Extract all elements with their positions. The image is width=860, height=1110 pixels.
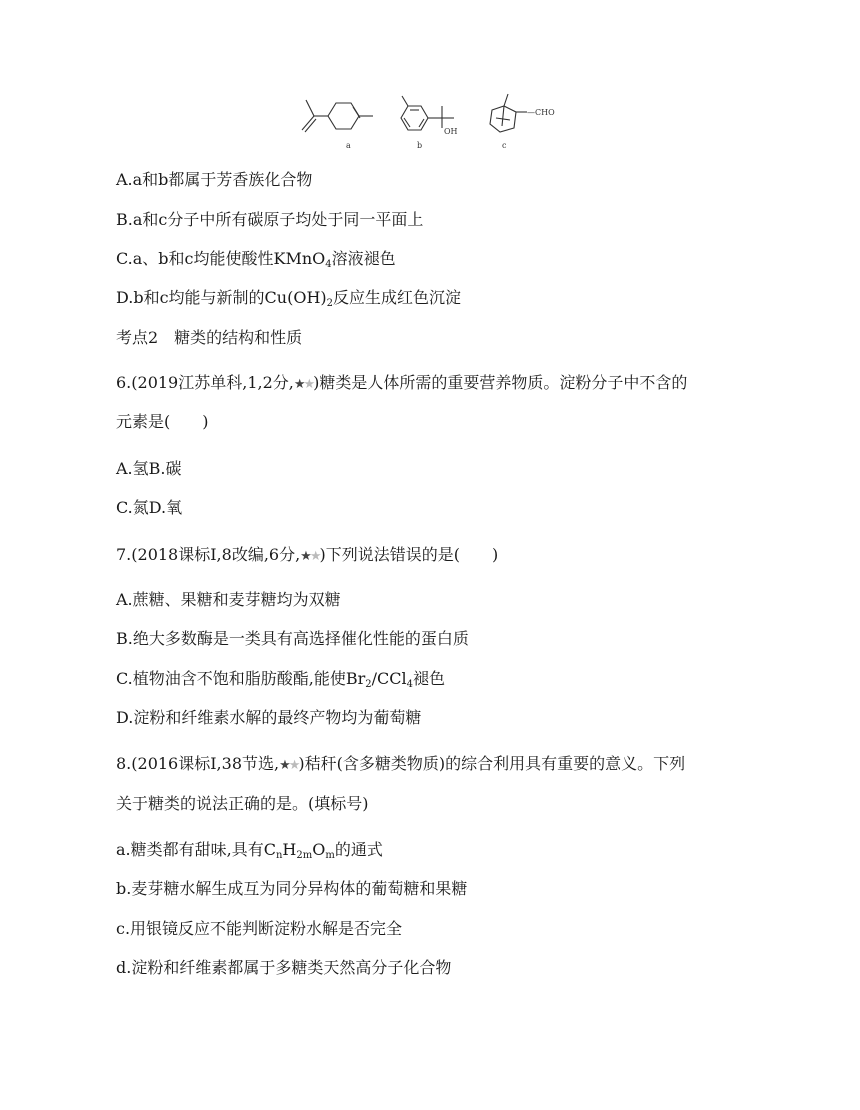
- q7-c-mid: /CCl: [371, 669, 407, 688]
- structure-a: [302, 100, 373, 132]
- q7-option-d: D.淀粉和纤维素水解的最终产物均为葡萄糖: [116, 708, 422, 727]
- q6-stem-line1: [116, 373, 687, 395]
- structure-label-c: c: [502, 141, 507, 150]
- q7-stem: [116, 545, 498, 567]
- q6-option-d: D.氧: [148, 498, 183, 517]
- q8-stem-line2: [116, 794, 369, 815]
- q7-source: 7.(2018课标Ⅰ,8改编,6分,: [116, 545, 301, 564]
- q8-option-d: d.淀粉和纤维素都属于多糖类天然高分子化合物: [116, 958, 452, 977]
- q8-stem-line1: [116, 754, 685, 776]
- q8-a-o: O: [312, 840, 326, 859]
- q8-a-sub-2m: 2m: [296, 850, 313, 861]
- q6-option-a: A.氢: [116, 459, 149, 478]
- q8-source: 8.(2016课标Ⅰ,38节选,: [116, 754, 280, 773]
- q6-options-row1: [116, 459, 182, 479]
- section-heading: 考点2 糖类的结构和性质: [116, 328, 303, 347]
- q8-option-c: c.用银镜反应不能判断淀粉水解是否完全: [116, 919, 403, 938]
- q5-d-post: 反应生成红色沉淀: [333, 288, 462, 307]
- q7-c-sub2: 4: [406, 679, 414, 690]
- q8-a-h: H: [282, 840, 297, 859]
- q5-c-text: C.a、b和c均能使酸性KMnO: [116, 249, 326, 268]
- q7-c-post: 褪色: [413, 669, 446, 688]
- q6-option-c: C.氮: [116, 498, 149, 517]
- structure-label-b: b: [417, 141, 423, 150]
- structure-oh-label: OH: [444, 127, 458, 136]
- difficulty-star-icon: ★★: [293, 377, 314, 392]
- structure-b: [401, 96, 454, 130]
- q8-a-sub-m: m: [325, 850, 335, 861]
- q7-c-sub1: 2: [365, 679, 372, 690]
- q7-c-text: C.植物油含不饱和脂肪酸酯,能使Br: [116, 669, 366, 688]
- q7-stem-text: )下列说法错误的是( ): [319, 545, 499, 564]
- q8-stem2-text: 关于糖类的说法正确的是: [116, 794, 293, 813]
- q5-c-post: 溶液褪色: [331, 249, 396, 268]
- q5-option-b: B.a和c分子中所有碳原子均处于同一平面上: [116, 210, 424, 229]
- q8-a-text: a.糖类都有甜味,具有C: [116, 840, 276, 859]
- q8-a-post: 的通式: [334, 840, 383, 859]
- structure-c: [490, 94, 527, 132]
- q8-option-a: [116, 840, 383, 860]
- q6-options-row2: [116, 498, 182, 518]
- q8-stem2-post: 。(填标号): [292, 794, 369, 813]
- structure-label-a: a: [346, 141, 351, 150]
- q6-source: 6.(2019江苏单科,1,2分,: [116, 373, 294, 392]
- q6-option-b: B.碳: [148, 459, 182, 478]
- q5-option-a: A.a和b都属于芳香族化合物: [116, 170, 313, 189]
- q8-option-b: b.麦芽糖水解生成互为同分异构体的葡萄糖和果糖: [116, 879, 468, 898]
- q8-stem-text: )秸秆(含多糖类物质)的综合利用具有重要的意义。下列: [298, 754, 686, 773]
- structure-cho-label: —CHO: [527, 108, 555, 117]
- q7-option-a: A.蔗糖、果糖和麦芽糖均为双糖: [116, 590, 341, 609]
- q6-stem-line2: 元素是( ): [116, 412, 209, 431]
- difficulty-star-icon: ★★: [300, 549, 320, 564]
- q5-c-sub: 4: [325, 259, 332, 270]
- q7-option-c: [116, 669, 445, 689]
- difficulty-star-icon: ★★: [279, 758, 299, 773]
- q5-d-sub: 2: [326, 298, 334, 309]
- q5-d-text: D.b和c均能与新制的Cu(OH): [116, 288, 327, 307]
- chemical-structures-figure: [296, 86, 558, 152]
- q6-stem-text: )糖类是人体所需的重要营养物质。淀粉分子中不含的: [313, 373, 688, 392]
- q5-option-d: [116, 288, 461, 308]
- q5-option-c: [116, 249, 396, 269]
- q7-option-b: B.绝大多数酶是一类具有高选择催化性能的蛋白质: [116, 629, 469, 648]
- q8-a-sub-n: n: [275, 850, 283, 861]
